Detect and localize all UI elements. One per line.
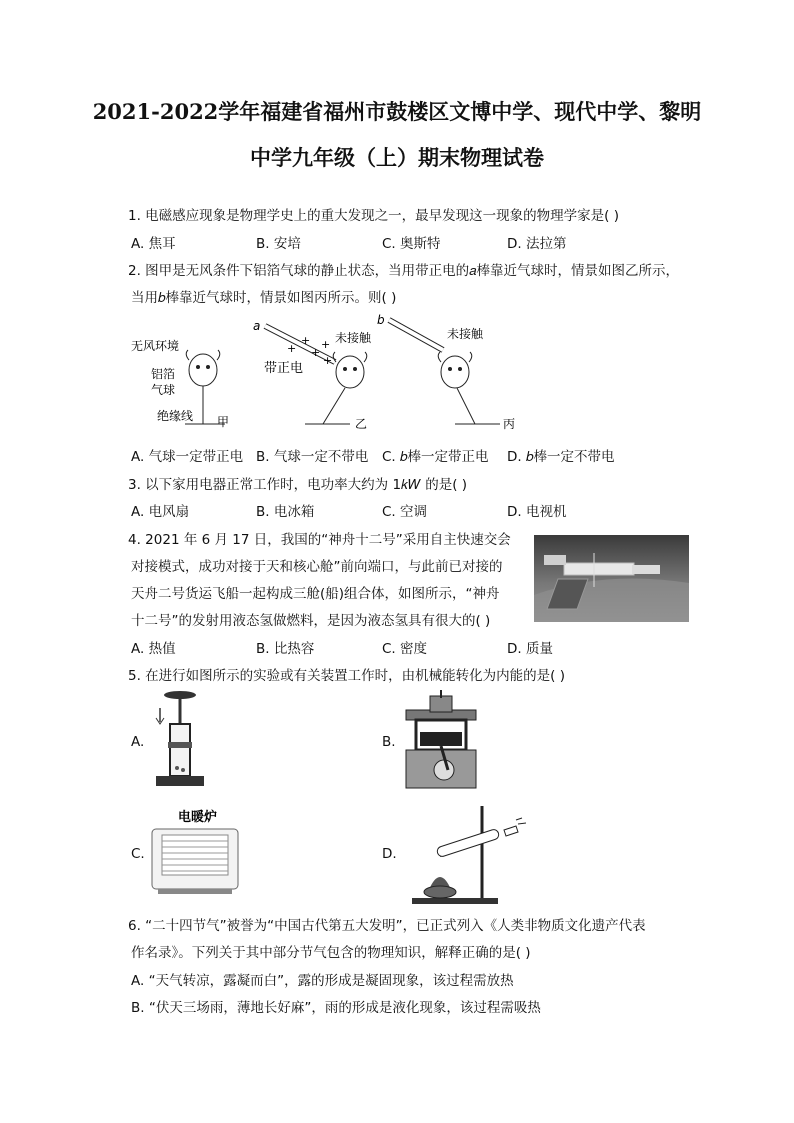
q1-option-d[interactable]: D. 法拉第 xyxy=(507,236,567,252)
q3-option-c[interactable]: C. 空调 xyxy=(382,504,428,520)
q3-option-d[interactable]: D. 电视机 xyxy=(507,504,567,520)
fig-balloon-label2: 气球 xyxy=(151,383,176,397)
fig-rod-b-label: b xyxy=(377,313,385,327)
fig-label-yi: 乙 xyxy=(355,417,368,431)
fig-env-label: 无风环境 xyxy=(131,339,180,353)
air-compression-apparatus xyxy=(150,690,210,790)
q3-stem: 3. 以下家用电器正常工作时，电功率大约为 1𝑘𝑊 的是( ) xyxy=(128,477,468,493)
q4-stem-line4: 十二号”的发射用液态氢做燃料，是因为液态氢具有很大的( ) xyxy=(131,613,491,629)
fig-plus-5: + xyxy=(323,354,333,367)
q4-stem-line1: 4. 2021 年 6 月 17 日，我国的“神舟十二号”采用自主快速交会 xyxy=(128,532,511,548)
q6-option-b[interactable]: B. “伏天三场雨，薄地长好麻”，雨的形成是液化现象，该过程需吸热 xyxy=(131,1000,541,1016)
heater-icon xyxy=(148,805,248,897)
q2-option-d[interactable]: D. 𝑏棒一定不带电 xyxy=(507,449,615,465)
engine-icon xyxy=(398,688,484,796)
fig-label-bing: 丙 xyxy=(503,417,516,431)
q5-option-c[interactable]: C. xyxy=(131,846,145,862)
q6-option-a[interactable]: A. “天气转凉，露凝而白”，露的形成是凝固现象，该过程需放热 xyxy=(131,973,514,989)
q2-option-a[interactable]: A. 气球一定带正电 xyxy=(131,449,244,465)
balloon-yi-icon xyxy=(333,352,367,388)
q1-option-c[interactable]: C. 奥斯特 xyxy=(382,236,441,252)
fig-rod-a-label: a xyxy=(253,319,261,333)
q2-option-c[interactable]: C. 𝑏棒一定带正电 xyxy=(382,449,489,465)
fig-notouch-bing: 未接触 xyxy=(447,327,484,341)
rod-b-icon xyxy=(389,320,443,350)
balloon-jia-icon xyxy=(186,350,220,386)
fig-plus-3: + xyxy=(311,346,321,359)
space-station-image xyxy=(534,535,689,622)
piston-cylinder-icon xyxy=(150,690,210,790)
balloon-bing-icon xyxy=(438,352,472,388)
fig-wire-label: 绝缘线 xyxy=(157,409,194,423)
q3-option-b[interactable]: B. 电冰箱 xyxy=(256,504,315,520)
page-title-line2: 中学九年级（上）期末物理试卷 xyxy=(250,145,544,170)
q4-option-b[interactable]: B. 比热容 xyxy=(256,641,315,657)
q2-stem-line1: 2. 图甲是无风条件下铝箔气球的静止状态，当用带正电的𝑎棒靠近气球时，情景如图乙所示， xyxy=(128,263,680,279)
q2-balloon-figure xyxy=(125,312,545,437)
q1-stem: 1. 电磁感应现象是物理学史上的重大发现之一，最早发现这一现象的物理学家是( ) xyxy=(128,208,619,224)
q5-option-b[interactable]: B. xyxy=(382,734,396,750)
q1-option-a[interactable]: A. 焦耳 xyxy=(131,236,176,252)
test-tube-icon xyxy=(400,802,530,906)
fig-plus-4: + xyxy=(321,338,331,351)
fig-plus-1: + xyxy=(287,342,297,355)
q3-option-a[interactable]: A. 电风扇 xyxy=(131,504,190,520)
electric-heater-picture xyxy=(148,805,248,897)
q4-stem-line3: 天舟二号货运飞船一起构成三舱(船)组合体，如图所示，“神舟 xyxy=(131,586,500,602)
page-title-line1: 2021-2022学年福建省福州市鼓楼区文博中学、现代中学、黎明 xyxy=(92,99,702,124)
q5-option-d[interactable]: D. xyxy=(382,846,397,862)
fig-notouch-yi: 未接触 xyxy=(335,331,372,345)
fig-plus-2: + xyxy=(301,334,311,347)
q4-option-d[interactable]: D. 质量 xyxy=(507,641,553,657)
engine-cylinder-diagram xyxy=(398,688,484,796)
q4-option-a[interactable]: A. 热值 xyxy=(131,641,176,657)
test-tube-heating-apparatus xyxy=(400,802,530,906)
fig-label-jia: 甲 xyxy=(217,415,230,429)
q2-stem-line2: 当用𝑏棒靠近气球时，情景如图丙所示。则( ) xyxy=(131,290,397,306)
q6-stem-line1: 6. “二十四节气”被誉为“中国古代第五大发明”，已正式列入《人类非物质文化遗产代表 xyxy=(128,918,646,934)
fig-charged-label: 带正电 xyxy=(264,361,304,376)
q4-stem-line2: 对接模式，成功对接于天和核心舱”前向端口，与此前已对接的 xyxy=(131,559,503,575)
q2-figure-drawing xyxy=(125,312,545,437)
q1-option-b[interactable]: B. 安培 xyxy=(256,236,301,252)
q5-option-a[interactable]: A. xyxy=(131,734,145,750)
space-station-drawing xyxy=(534,535,689,622)
q4-option-c[interactable]: C. 密度 xyxy=(382,641,428,657)
q6-stem-line2: 作名录》。下列关于其中部分节气包含的物理知识，解释正确的是( ) xyxy=(131,945,531,961)
q5-stem: 5. 在进行如图所示的实验或有关装置工作时，由机械能转化为内能的是( ) xyxy=(128,668,565,684)
q2-option-b[interactable]: B. 气球一定不带电 xyxy=(256,449,369,465)
heater-title: 电暖炉 xyxy=(178,810,218,825)
fig-balloon-label1: 铝箔 xyxy=(151,367,176,381)
